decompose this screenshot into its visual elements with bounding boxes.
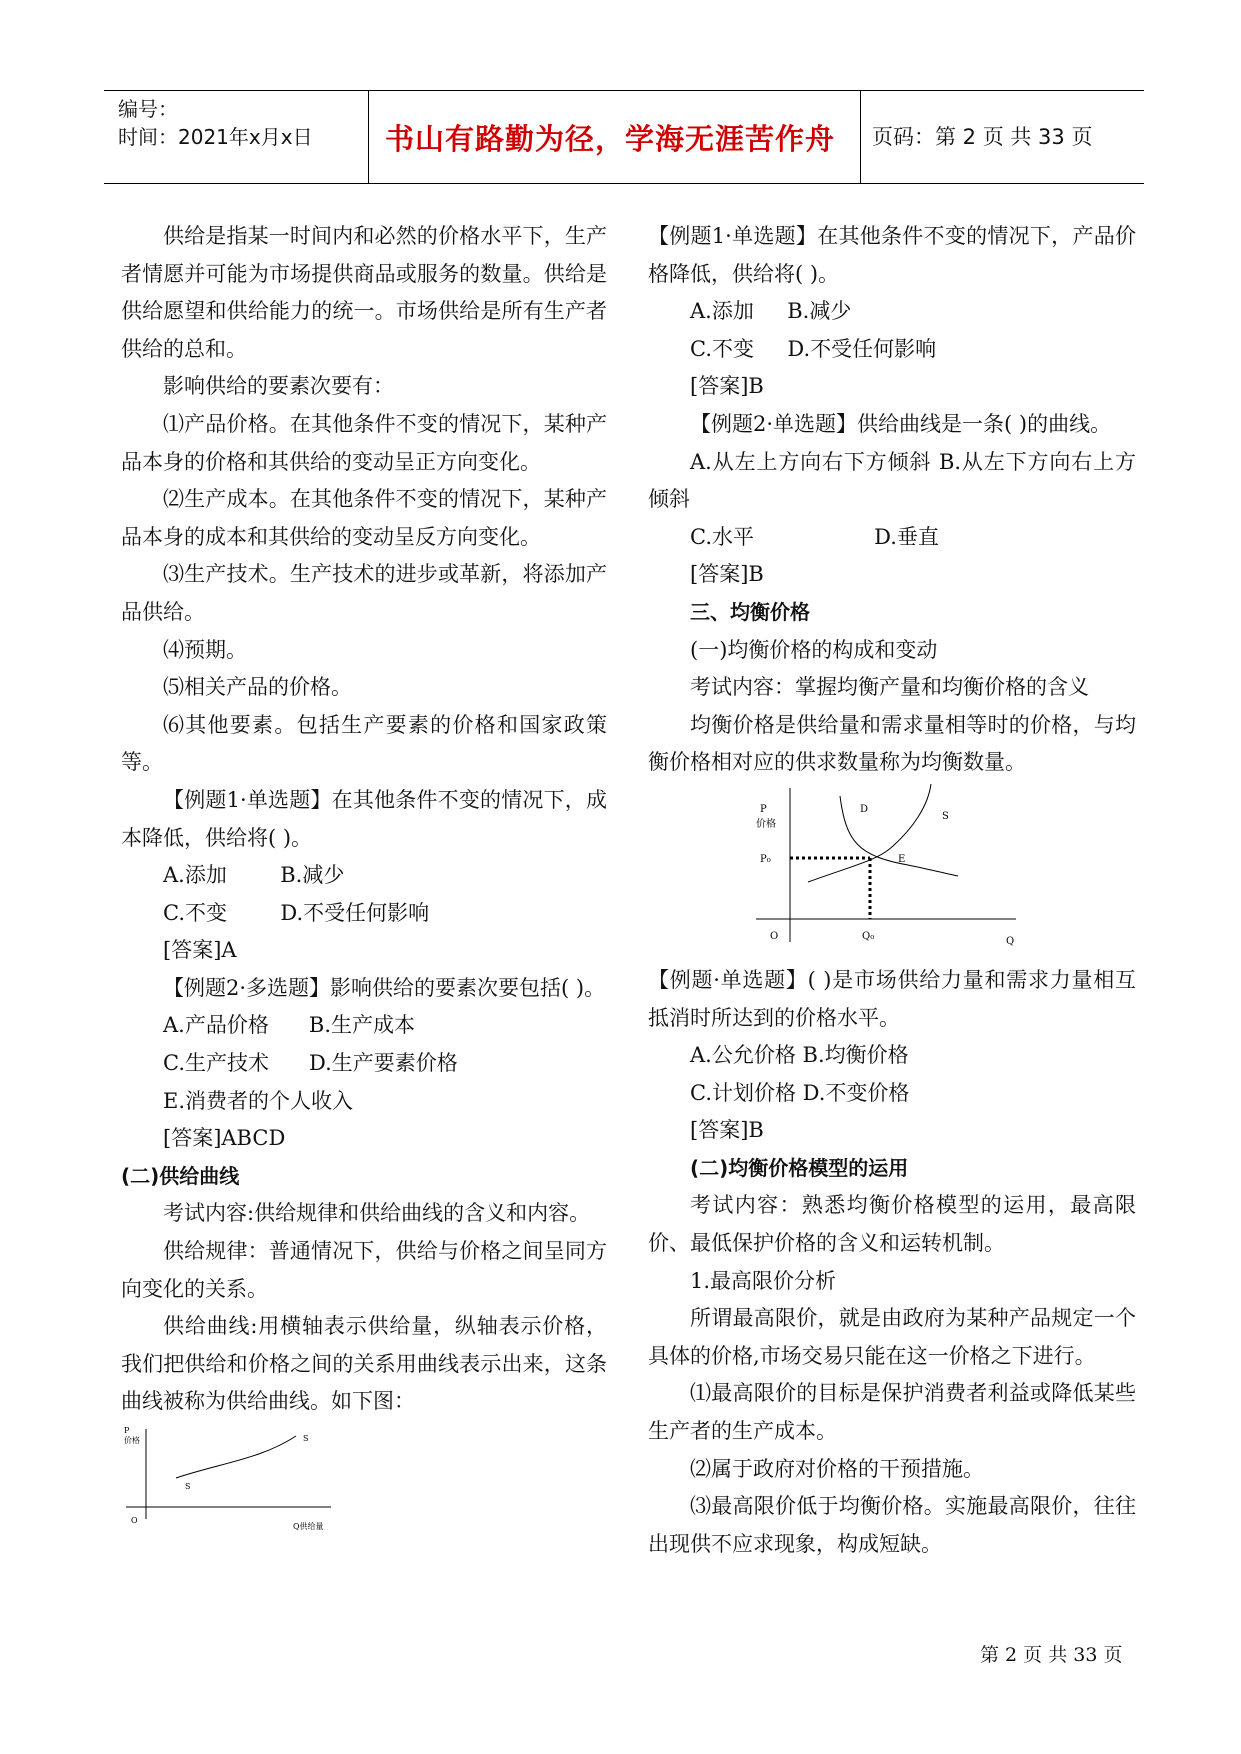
example-question: 【例题1·单选题】在其他条件不变的情况下，成本降低，供给将( )。 (121, 787, 607, 850)
section-heading: (二)供给曲线 (121, 1163, 240, 1188)
example-options: A.从左上方向右下方倾斜 B.从左下方向右上方倾斜 (648, 449, 1136, 512)
list-item: ⑵属于政府对价格的干预措施。 (690, 1456, 984, 1481)
point-label-e: E (898, 853, 906, 865)
example-answer: [答案]B (690, 374, 764, 399)
example-answer: [答案]ABCD (163, 1126, 286, 1151)
paragraph: 考试内容：熟悉均衡价格模型的运用，最高限价、最低保护价格的含义和运转机制。 (648, 1193, 1136, 1256)
header-motto: 书山有路勤为径，学海无涯苦作舟 (384, 122, 835, 156)
paragraph: 供给规律：普通情况下，供给与价格之间呈同方向变化的关系。 (121, 1239, 607, 1301)
example-question: 【例题·单选题】( )是市场供给力量和需求力量相互抵消时所达到的价格水平。 (648, 967, 1136, 1030)
paragraph: 供给是指某一时间内和必然的价格水平下，生产者情愿并可能为市场提供商品或服务的数量。供给是供给愿望和供给能力的统一。市场供给是所有生产者供给的总和。 (121, 224, 607, 361)
example-options: A.添加 B.减少 (690, 299, 852, 324)
example-answer: [答案]B (690, 562, 764, 587)
curve-label-s: S (942, 810, 949, 822)
example-options: A.添加 B.减少 (163, 863, 345, 888)
example-options: C.水平 D.垂直 (690, 524, 939, 549)
supply-curve-diagram (121, 1421, 351, 1539)
subsection-heading: (一)均衡价格的构成和变动 (690, 637, 938, 662)
example-options: C.生产技术 D.生产要素价格 (163, 1051, 458, 1076)
axis-label-q: Q (1006, 935, 1015, 947)
list-item: ⑶最高限价低于均衡价格。实施最高限价，往往出现供不应求现象，构成短缺。 (648, 1494, 1136, 1556)
example-options: A.公允价格 B.均衡价格 (690, 1043, 909, 1068)
axis-label-p: P (124, 1426, 130, 1435)
factor-item: ⑴产品价格。在其他条件不变的情况下，某种产品本身的价格和其供给的变动呈正方向变化。 (121, 411, 607, 474)
price-label-p0: P₀ (760, 853, 771, 865)
example-question: 【例题1·单选题】在其他条件不变的情况下，产品价格降低，供给将( )。 (648, 224, 1136, 286)
header-divider (860, 91, 861, 183)
page-footer: 第 2 页 共 33 页 (980, 1644, 1123, 1666)
right-column (648, 218, 1136, 1563)
header-meta (118, 95, 313, 151)
header-page-label: 页码：第 2 页 共 33 页 (872, 125, 1093, 149)
time-label: 时间：2021年x月x日 (118, 125, 313, 149)
curve-label-s-bottom: S (185, 1482, 191, 1491)
example-options: C.不变 D.不受任何影响 (163, 900, 430, 925)
axis-label-price: 价格 (124, 1436, 140, 1445)
section-heading: (二)均衡价格模型的运用 (690, 1155, 909, 1180)
example-options: A.产品价格 B.生产成本 (163, 1013, 415, 1038)
axis-label-p: P (760, 803, 767, 815)
paragraph: 供给曲线:用横轴表示供给量，纵轴表示价格，我们把供给和价格之间的关系用曲线表示出来，这条曲线被称为供给曲线。如下图： (121, 1314, 607, 1414)
example-options: C.计划价格 D.不变价格 (690, 1080, 910, 1105)
paragraph: 所谓最高限价，就是由政府为某种产品规定一个具体的价格,市场交易只能在这一价格之下进行。 (648, 1306, 1136, 1368)
factor-item: ⑷预期。 (163, 637, 247, 662)
example-question: 【例题2·多选题】影响供给的要素次要包括( )。 (163, 975, 606, 1000)
axis-label-quantity: Q供给量 (293, 1522, 324, 1531)
factor-item: ⑸相关产品的价格。 (163, 675, 352, 700)
example-options: C.不变 D.不受任何影响 (690, 336, 937, 361)
curve-label-d: D (860, 803, 869, 815)
paragraph: 考试内容:供给规律和供给曲线的含义和内容。 (163, 1201, 591, 1226)
subsection-heading: 1.最高限价分析 (690, 1268, 837, 1293)
paragraph: 均衡价格是供给量和需求量相等时的价格，与均衡价格相对应的供求数量称为均衡数量。 (648, 712, 1136, 775)
example-options: E.消费者的个人收入 (163, 1088, 354, 1113)
page-header (104, 90, 1144, 184)
paragraph: 考试内容：掌握均衡产量和均衡价格的含义 (690, 675, 1089, 700)
supply-curve (176, 1436, 296, 1478)
example-answer: [答案]B (690, 1118, 764, 1143)
left-column (121, 218, 607, 1552)
number-label: 编号： (118, 97, 178, 121)
equilibrium-diagram (748, 782, 1048, 962)
curve-label-s-top: S (303, 1434, 309, 1443)
list-item: ⑴最高限价的目标是保护消费者利益或降低某些生产者的生产成本。 (648, 1381, 1136, 1444)
supply-curve (808, 784, 931, 882)
factor-item: ⑵生产成本。在其他条件不变的情况下，某种产品本身的成本和其供给的变动呈反方向变化。 (121, 487, 607, 549)
example-answer: [答案]A (163, 938, 237, 963)
section-heading: 三、均衡价格 (690, 599, 810, 624)
origin-label: O (131, 1516, 138, 1525)
equilibrium-figure (648, 782, 1136, 962)
origin-label: O (770, 930, 779, 942)
example-question: 【例题2·单选题】供给曲线是一条( )的曲线。 (690, 411, 1112, 436)
factor-item: ⑹其他要素。包括生产要素的价格和国家政策等。 (121, 712, 607, 775)
paragraph: 影响供给的要素次要有： (163, 374, 394, 399)
axis-label-price: 价格 (756, 818, 776, 830)
factor-item: ⑶生产技术。生产技术的进步或革新，将添加产品供给。 (121, 562, 607, 624)
quantity-label-q0: Q₀ (862, 930, 875, 942)
supply-curve-figure (121, 1421, 607, 1552)
